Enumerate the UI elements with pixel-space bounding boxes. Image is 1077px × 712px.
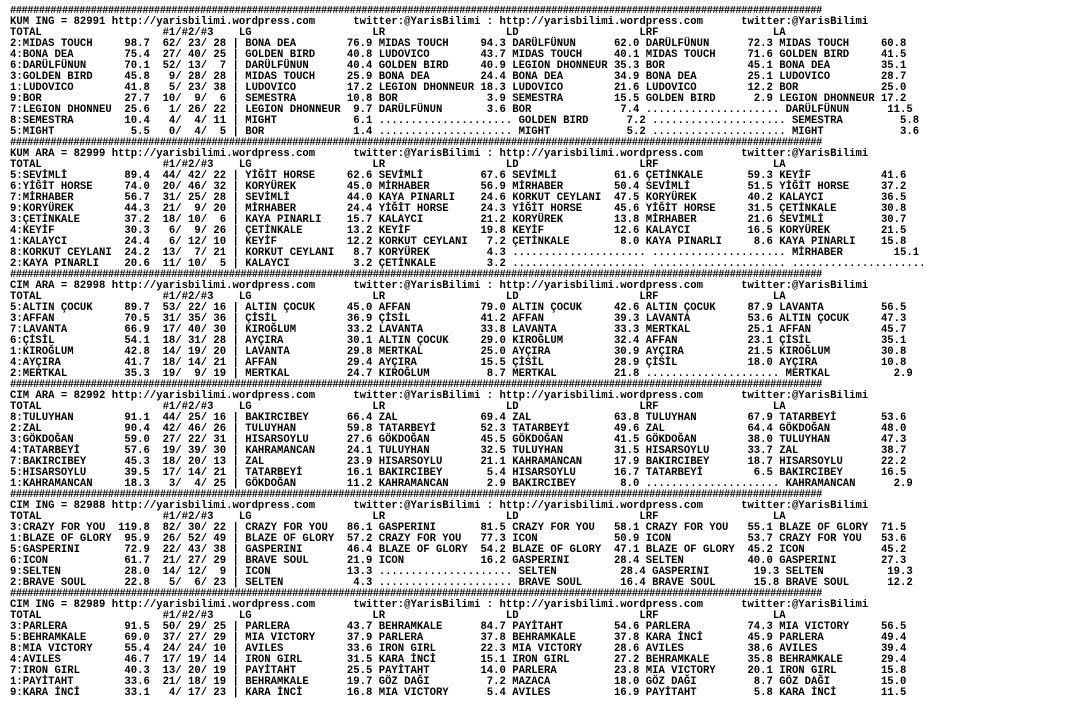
table-row: 5:SEVİMLİ 89.4 44/ 42/ 22 | YİĞİT HORSE 62.6 SEVİMLİ 67.6 SEVİMLİ 61.6 ÇETİNKALE 59.3 KEYİF 41.6 (10, 170, 907, 182)
column-headers: TOTAL #1/#2/#3 LG LR LD LRF LA (10, 159, 786, 171)
table-row: 1:PAYİTAHT 33.6 21/ 18/ 19 | BEHRAMKALE 19.7 GÖZ DAĞI 7.2 MAZACA 18.0 GÖZ DAĞI 8.7 GÖZ DAĞI 15.0 (10, 676, 907, 688)
table-row: 2:MERTKAL 35.3 19/ 9/ 19 | MERTKAL 24.7 KIROĞLUM 8.7 MERTKAL 21.8 ..................... MERTKAL 2.9 (10, 368, 913, 380)
table-row: 7:MİRHABER 56.7 31/ 25/ 28 | SEVİMLİ 44.0 KAYA PINARLI 24.6 KORKUT CEYLANI 47.5 KORYÜREK 40.2 KALAYCI 36.5 (10, 192, 907, 204)
race-header: CIM ARA = 82998 http://yarisbilimi.wordpress.com twitter:@YarisBilimi : http://yarisbilimi.wordpress.com twitter:@YarisBilimi (10, 280, 869, 292)
table-row: 3:ÇETİNKALE 37.2 18/ 10/ 6 | KAYA PINARLI 15.7 KALAYCI 21.2 KORYÜREK 13.8 MİRHABER 21.6 SEVİMLİ 30.7 (10, 214, 907, 226)
table-row: 1:LUDOVICO 41.8 5/ 23/ 38 | LUDOVICO 17.2 LEGION DHONNEUR 18.3 LUDOVICO 21.6 LUDOVICO 12.2 BOR 25.0 (10, 82, 907, 94)
table-row: 8:KORKUT CEYLANI 24.2 13/ 7/ 21 | KORKUT CEYLANI 8.7 KORYÜREK 4.3 ..................... ..................... MİRHABER 15.1 (10, 247, 920, 259)
table-row: 3:GOLDEN BIRD 45.8 9/ 28/ 28 | MIDAS TOUCH 25.9 BONA DEA 24.4 BONA DEA 34.9 BONA DEA 25.1 LUDOVICO 28.7 (10, 71, 907, 83)
table-row: 1:KAHRAMANCAN 18.3 3/ 4/ 25 | GÖKDOĞAN 11.2 KAHRAMANCAN 2.9 BAKIRCIBEY 8.0 ..................... KAHRAMANCAN 2.9 (10, 478, 913, 490)
table-row: 5:MIGHT 5.5 0/ 4/ 5 | BOR 1.4 ..................... MIGHT 5.2 ..................... MIGHT 3.6 (10, 126, 920, 138)
column-headers: TOTAL #1/#2/#3 LG LR LD LRF LA (10, 401, 786, 413)
table-row: 3:CRAZY FOR YOU 119.8 82/ 30/ 22 | CRAZY FOR YOU 86.1 GASPERINI 81.5 CRAZY FOR YOU 58.1 CRAZY FOR YOU 55.1 BLAZE OF GLORY 71.5 (10, 522, 907, 534)
separator-line: ############################################################################################################################################# (10, 489, 822, 501)
table-row: 9:KARA İNCİ 33.1 4/ 17/ 23 | KARA İNCİ 16.8 MIA VICTORY 5.4 AVILES 16.9 PAYİTAHT 5.8 KARA İNCİ 11.5 (10, 687, 907, 699)
table-row: 1:BLAZE OF GLORY 95.9 26/ 52/ 49 | BLAZE OF GLORY 57.2 CRAZY FOR YOU 77.3 ICON 50.9 ICON 53.7 CRAZY FOR YOU 53.6 (10, 533, 907, 545)
table-row: 7:LAVANTA 66.9 17/ 40/ 30 | KIROĞLUM 33.2 LAVANTA 33.8 LAVANTA 33.3 MERTKAL 25.1 AFFAN 45.7 (10, 324, 907, 336)
table-row: 4:AYÇIRA 41.7 18/ 14/ 21 | AFFAN 29.4 AYÇIRA 15.5 ÇİSİL 28.9 ÇİSİL 18.0 AYÇIRA 10.8 (10, 357, 907, 369)
column-headers: TOTAL #1/#2/#3 LG LR LD LRF LA (10, 27, 786, 39)
race-header: KUM ING = 82991 http://yarisbilimi.wordpress.com twitter:@YarisBilimi : http://yarisbilimi.wordpress.com twitter:@YarisBilimi (10, 16, 869, 28)
column-headers: TOTAL #1/#2/#3 LG LR LD LRF LA (10, 610, 786, 622)
separator-line: ############################################################################################################################################# (10, 6, 822, 17)
table-row: 5:HISARSOYLU 39.5 17/ 14/ 21 | TATARBEYİ 16.1 BAKIRCIBEY 5.4 HISARSOYLU 16.7 TATARBEYİ 6.5 BAKIRCIBEY 16.5 (10, 467, 907, 479)
table-row: 4:KEYİF 30.3 6/ 9/ 26 | ÇETİNKALE 13.2 KEYİF 19.8 KEYİF 12.6 KALAYCI 16.5 KORYÜREK 21.5 (10, 225, 907, 237)
race-header: CIM ING = 82989 http://yarisbilimi.wordpress.com twitter:@YarisBilimi : http://yarisbilimi.wordpress.com twitter:@YarisBilimi (10, 599, 869, 611)
table-row: 2:BRAVE SOUL 22.8 5/ 6/ 23 | SELTEN 4.3 ..................... BRAVE SOUL 16.4 BRAVE SOUL 15.8 BRAVE SOUL 12.2 (10, 577, 913, 589)
table-row: 2:KAYA PINARLI 20.6 11/ 10/ 5 | KALAYCI 3.2 ÇETİNKALE 3.2 ..................... ..................... ..................... (10, 258, 926, 270)
race-header: KUM ARA = 82999 http://yarisbilimi.wordpress.com twitter:@YarisBilimi : http://yarisbilimi.wordpress.com twitter:@YarisBilimi (10, 148, 869, 160)
table-row: 7:BAKIRCIBEY 45.3 18/ 20/ 13 | ZAL 23.9 HISARSOYLU 21.1 KAHRAMANCAN 17.9 BAKIRCIBEY 18.7 HISARSOYLU 22.2 (10, 456, 907, 468)
table-row: 9:BOR 27.7 10/ 9/ 6 | SEMESTRA 10.8 BOR 3.9 SEMESTRA 15.5 GOLDEN BIRD 2.9 LEGION DHONNEUR 17.2 (10, 93, 907, 105)
table-row: 7:IRON GIRL 40.3 13/ 20/ 19 | PAYİTAHT 25.5 PAYİTAHT 14.0 PARLERA 23.8 MIA VICTORY 20.1 IRON GIRL 15.8 (10, 665, 907, 677)
table-row: 6:DARÜLFÜNUN 70.1 52/ 13/ 7 | DARÜLFÜNUN 40.4 GOLDEN BIRD 40.9 LEGION DHONNEUR 35.3 BOR 45.1 BONA DEA 35.1 (10, 60, 907, 72)
table-row: 6:ÇİSİL 54.1 18/ 31/ 28 | AYÇIRA 30.1 ALTIN ÇOCUK 29.0 KIROĞLUM 32.4 AFFAN 23.1 ÇİSİL 35.1 (10, 335, 907, 347)
table-row: 2:MIDAS TOUCH 98.7 62/ 23/ 28 | BONA DEA 76.9 MIDAS TOUCH 94.3 DARÜLFÜNUN 62.0 DARÜLFÜNUN 72.3 MIDAS TOUCH 60.8 (10, 38, 907, 50)
table-row: 8:TULUYHAN 91.1 44/ 25/ 16 | BAKIRCIBEY 66.4 ZAL 69.4 ZAL 63.8 TULUYHAN 67.9 TATARBEYİ 53.6 (10, 412, 907, 424)
table-row: 6:YİĞİT HORSE 74.0 20/ 46/ 32 | KORYÜREK 45.0 MİRHABER 56.9 MİRHABER 50.4 SEVİMLİ 51.5 YİĞİT HORSE 37.2 (10, 181, 907, 193)
separator-line: ############################################################################################################################################# (10, 269, 822, 281)
table-row: 8:SEMESTRA 10.4 4/ 4/ 11 | MIGHT 6.1 ..................... GOLDEN BIRD 7.2 ..................... SEMESTRA 5.8 (10, 115, 920, 127)
table-row: 4:BONA DEA 75.4 27/ 40/ 25 | GOLDEN BIRD 40.8 LUDOVICO 43.7 MIDAS TOUCH 40.1 MIDAS TOUCH 71.6 GOLDEN BIRD 41.5 (10, 49, 907, 61)
table-row: 1:KIROĞLUM 42.8 14/ 19/ 20 | LAVANTA 29.8 MERTKAL 25.0 AYÇIRA 30.9 AYÇIRA 21.5 KIROĞLUM 30.8 (10, 346, 907, 358)
table-row: 3:PARLERA 91.5 50/ 29/ 25 | PARLERA 43.7 BEHRAMKALE 84.7 PAYİTAHT 54.6 PARLERA 74.3 MIA VICTORY 56.5 (10, 621, 907, 633)
table-row: 3:AFFAN 70.5 31/ 35/ 36 | ÇİSİL 36.9 ÇİSİL 41.2 AFFAN 39.3 LAVANTA 53.6 ALTIN ÇOCUK 47.3 (10, 313, 907, 325)
race-header: CIM ING = 82988 http://yarisbilimi.wordpress.com twitter:@YarisBilimi : http://yarisbilimi.wordpress.com twitter:@YarisBilimi (10, 500, 869, 512)
table-row: 9:SELTEN 28.0 14/ 12/ 9 | ICON 13.3 ..................... SELTEN 28.4 GASPERINI 19.3 SELTEN 19.3 (10, 566, 913, 578)
table-row: 5:GASPERINI 72.9 22/ 43/ 38 | GASPERINI 46.4 BLAZE OF GLORY 54.2 BLAZE OF GLORY 47.1 BLAZE OF GLORY 45.2 ICON 45.2 (10, 544, 907, 556)
table-row: 8:MIA VICTORY 55.4 24/ 24/ 10 | AVILES 33.6 IRON GIRL 22.3 MIA VICTORY 28.6 AVILES 38.6 AVILES 39.4 (10, 643, 907, 655)
separator-line: ############################################################################################################################################# (10, 588, 822, 600)
table-row: 2:ZAL 90.4 42/ 46/ 26 | TULUYHAN 59.8 TATARBEYİ 52.3 TATARBEYİ 49.6 ZAL 64.4 GÖKDOĞAN 48.0 (10, 423, 907, 435)
table-row: 6:ICON 61.7 21/ 27/ 29 | BRAVE SOUL 21.9 ICON 16.2 GASPERINI 28.4 SELTEN 40.0 GASPERINI 27.3 (10, 555, 907, 567)
table-row: 3:GÖKDOĞAN 59.0 27/ 22/ 31 | HISARSOYLU 27.6 GÖKDOĞAN 45.5 GÖKDOĞAN 41.5 GÖKDOĞAN 38.0 TULUYHAN 47.3 (10, 434, 907, 446)
table-row: 5:ALTIN ÇOCUK 89.7 53/ 22/ 16 | ALTIN ÇOCUK 45.0 AFFAN 79.0 ALTIN ÇOCUK 42.6 ALTIN ÇOCUK 87.9 LAVANTA 56.5 (10, 302, 907, 314)
table-row: 4:TATARBEYİ 57.6 19/ 39/ 30 | KAHRAMANCAN 24.1 TULUYHAN 32.5 TULUYHAN 31.5 HISARSOYLU 33.7 ZAL 38.7 (10, 445, 907, 457)
table-row: 7:LEGION DHONNEU 25.6 1/ 26/ 22 | LEGION DHONNEUR 9.7 DARÜLFÜNUN 3.6 BOR 7.4 ..................... DARÜLFÜNUN 11.5 (10, 104, 913, 116)
column-headers: TOTAL #1/#2/#3 LG LR LD LRF LA (10, 511, 786, 523)
race-header: CIM ARA = 82992 http://yarisbilimi.wordpress.com twitter:@YarisBilimi : http://yarisbilimi.wordpress.com twitter:@YarisBilimi (10, 390, 869, 402)
race-stats-document (10, 6, 1070, 706)
table-row: 5:BEHRAMKALE 69.0 37/ 27/ 29 | MIA VICTORY 37.9 PARLERA 37.8 BEHRAMKALE 37.8 KARA İNCİ 45.9 PARLERA 49.4 (10, 632, 907, 644)
table-row: 4:AVILES 46.7 17/ 19/ 14 | IRON GIRL 31.5 KARA İNCİ 15.1 IRON GIRL 27.2 BEHRAMKALE 35.8 BEHRAMKALE 29.4 (10, 654, 907, 666)
separator-line: ############################################################################################################################################# (10, 379, 822, 391)
separator-line: ############################################################################################################################################# (10, 137, 822, 149)
column-headers: TOTAL #1/#2/#3 LG LR LD LRF LA (10, 291, 786, 303)
table-row: 9:KORYÜREK 44.3 21/ 9/ 20 | MİRHABER 24.4 YİĞİT HORSE 24.3 YİĞİT HORSE 45.6 YİĞİT HORSE 31.5 ÇETİNKALE 30.8 (10, 203, 907, 215)
table-row: 1:KALAYCI 24.4 6/ 12/ 10 | KEYİF 12.2 KORKUT CEYLANI 7.2 ÇETİNKALE 8.0 KAYA PINARLI 8.6 KAYA PINARLI 15.8 (10, 236, 907, 248)
